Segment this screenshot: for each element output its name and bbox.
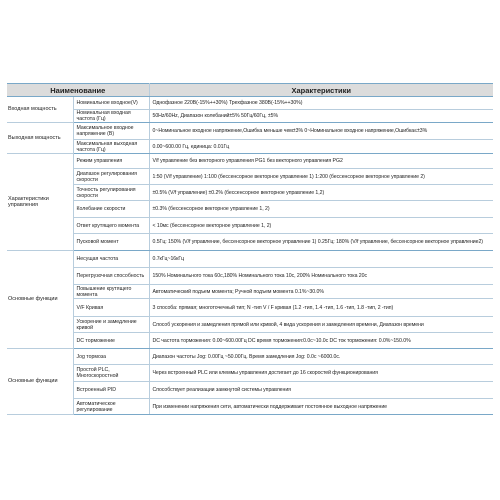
table-row bbox=[7, 97, 493, 110]
parameter-value: Однофазное 220В(-15%++30%) Трехфазное 380В(-15%++30%) bbox=[149, 97, 493, 110]
parameter-value: 50Hz/60Hz, Диапазон колебаний±5% 50Гц/60Гц, ±5% bbox=[149, 110, 493, 123]
parameter-value: Через встроенный PLC или клеммы управления достигает до 16 скоростей функционирования bbox=[149, 365, 493, 382]
parameter-name: Jog тормоза bbox=[73, 349, 149, 365]
parameter-value: ±0.3% (бессенсорное векторное управление 1, 2) bbox=[149, 201, 493, 218]
parameter-name: Ответ крутящего момента bbox=[73, 218, 149, 234]
parameter-value: При изменении напряжения сети, автоматически поддерживает постоянное выходное напряжение bbox=[149, 399, 493, 415]
table-row bbox=[7, 123, 493, 140]
table-row bbox=[7, 399, 493, 415]
parameter-value: ±0.5% (V/f управление) ±0.2% (бессенсорное векторное управление 1,2) bbox=[149, 185, 493, 201]
parameter-value: 150% Номинального тока 60с,180% Номинального тока 10с, 200% Номинального тока 20с bbox=[149, 268, 493, 285]
table-row bbox=[7, 154, 493, 169]
parameter-name: Диапазон регулирования скорости bbox=[73, 169, 149, 185]
parameter-name: Несущая частота bbox=[73, 251, 149, 268]
parameter-value: 0~Номинальное входное напряжение,Ошибка меньше чем±3% 0~Номинальное входное напряжение,Ошибка≤±3% bbox=[149, 123, 493, 140]
header-characteristics: Характеристики bbox=[149, 84, 493, 97]
parameter-value: 0.00~600.00 Гц, единица: 0.01Гц bbox=[149, 140, 493, 154]
category-label: Выходная мощность bbox=[7, 123, 73, 154]
parameter-value: 3 способа: прямая; многоточечный тип; N -тип V / F кривая (1.2 -тип, 1.4 -тип, 1.6 -тип, 1.8 -тип, 2 -тип) bbox=[149, 299, 493, 317]
category-label: Характеристики управления bbox=[7, 154, 73, 251]
parameter-value: Автоматический подъем момента; Ручной подъем момента 0.1%~30.0% bbox=[149, 285, 493, 299]
parameter-name: Точность регулирования скорости bbox=[73, 185, 149, 201]
parameter-name: Пусковой момент bbox=[73, 234, 149, 251]
parameter-name: V/F Кривая bbox=[73, 299, 149, 317]
parameter-value: V/f управление без векторного управления PG1 без векторного управления PG2 bbox=[149, 154, 493, 169]
table-row bbox=[7, 218, 493, 234]
parameter-name: Максимальная выходная частота (Гц) bbox=[73, 140, 149, 154]
parameter-value: Способствует реализации замкнутой системы управления bbox=[149, 382, 493, 399]
parameter-value: 1:50 (V/f управление) 1:100 (бессенсорное векторное управление 1) 1:200 (бессенсорное векторное управление 2) bbox=[149, 169, 493, 185]
parameter-name: Номинальное входное(V) bbox=[73, 97, 149, 110]
table-row bbox=[7, 185, 493, 201]
header-row bbox=[7, 84, 493, 97]
header-name: Наименование bbox=[7, 84, 149, 97]
parameter-value: 0.5Гц: 150% (V/f управление, бессенсорное векторное управление 1) 0.25Гц: 180% (V/f управление, бессенсорное векторное управление2) bbox=[149, 234, 493, 251]
table-row bbox=[7, 285, 493, 299]
table-row bbox=[7, 201, 493, 218]
parameter-name: DC торможение bbox=[73, 333, 149, 349]
parameter-value: Способ ускорения и замедления прямой или кривой, 4 вида ускорения и замедления времени, Диапазон времени bbox=[149, 317, 493, 333]
table-row bbox=[7, 382, 493, 399]
parameter-value: < 10мс (бессенсорное векторное управление 1, 2) bbox=[149, 218, 493, 234]
table-row bbox=[7, 317, 493, 333]
category-label: Основные функции bbox=[7, 349, 73, 415]
table-row bbox=[7, 110, 493, 123]
parameter-name: Повышение крутящего момента bbox=[73, 285, 149, 299]
parameter-name: Встроенный PID bbox=[73, 382, 149, 399]
parameter-name: Простой PLC, Многоскоростной bbox=[73, 365, 149, 382]
parameter-name: Максимальное входное напряжение (В) bbox=[73, 123, 149, 140]
table-row bbox=[7, 365, 493, 382]
table-row bbox=[7, 169, 493, 185]
table-row bbox=[7, 268, 493, 285]
parameter-value: DC частота торможения: 0.00~600.00Гц DC время торможения:0.0с~10.0с DC ток торможения: 0.0%~150.0% bbox=[149, 333, 493, 349]
table-row bbox=[7, 299, 493, 317]
table-row bbox=[7, 349, 493, 365]
parameter-name: Автоматическое регулирование bbox=[73, 399, 149, 415]
spec-table-grid bbox=[7, 83, 493, 415]
table-row bbox=[7, 333, 493, 349]
parameter-value: Диапазон частоты Jog: 0.00Гц ~50.00Гц. Время замедления Jog: 0.0с ~6000.0с. bbox=[149, 349, 493, 365]
parameter-name: Ускорение и замедление кривой bbox=[73, 317, 149, 333]
category-label: Входная мощность bbox=[7, 97, 73, 123]
parameter-value: 0.7кГц~16кГц bbox=[149, 251, 493, 268]
specifications-table bbox=[7, 83, 493, 415]
parameter-name: Перегрузочная способность bbox=[73, 268, 149, 285]
category-label: Основные функции bbox=[7, 251, 73, 349]
table-row bbox=[7, 251, 493, 268]
parameter-name: Колебание скорости bbox=[73, 201, 149, 218]
table-row bbox=[7, 234, 493, 251]
table-row bbox=[7, 140, 493, 154]
parameter-name: Номинальная входная частота (Гц) bbox=[73, 110, 149, 123]
parameter-name: Режим управления bbox=[73, 154, 149, 169]
